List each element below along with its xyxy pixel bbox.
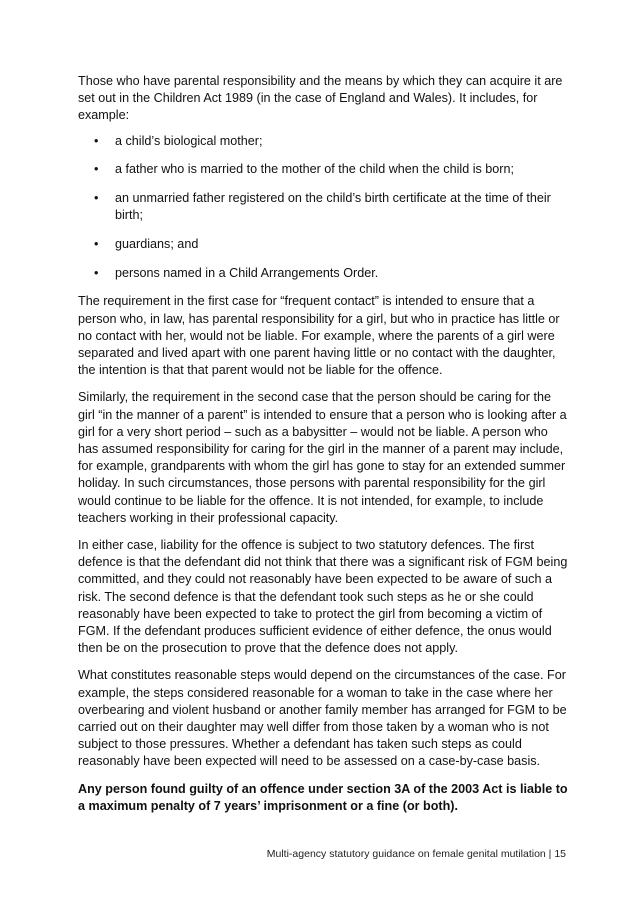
penalty-statement: Any person found guilty of an offence under section 3A of the 2003 Act is liable to a maximum penalty of 7 years’ imprisonment or a fine (or both). [78, 781, 568, 813]
parental-responsibility-list [78, 133, 568, 282]
list-item: • guardians; and [78, 236, 568, 253]
list-item: • a father who is married to the mother of the child when the child is born; [78, 161, 568, 178]
statutory-defences-paragraph: In either case, liability for the offence is subject to two statutory defences. The first defence is that the defendant did not think that there was a significant risk of FGM being committed, and they could not reasonably have been expected to be aware of such a risk. The second defence is that the defendant took such steps as he or she could reasonably have been expected to take to protect the girl from becoming a victim of FGM. If the defendant produces sufficient evidence of either defence, the onus would then be on the prosecution to prove that the defence does not apply. [78, 537, 568, 656]
list-item: • a child’s biological mother; [78, 133, 568, 150]
list-item: • an unmarried father registered on the child’s birth certificate at the time of their birth; [78, 190, 568, 224]
list-item: • persons named in a Child Arrangements Order. [78, 265, 568, 282]
intro-paragraph: Those who have parental responsibility and the means by which they can acquire it are set out in the Children Act 1989 (in the case of England and Wales). It includes, for example: [78, 74, 563, 123]
reasonable-steps-paragraph: What constitutes reasonable steps would depend on the circumstances of the case. For example, the steps considered reasonable for a woman to take in the case where her overbearing and violent husband or another family member has arranged for FGM to be carried out on their daughter may well differ from those taken by a woman who is not subject to those pressures. Whether a defendant has taken such steps as could reasonably have been expected will need to be assessed on a case-by-case basis. [78, 668, 567, 769]
manner-of-parent-paragraph: Similarly, the requirement in the second case that the person should be caring for the girl “in the manner of a parent” is intended to ensure that a person who is looking after a girl for a very short period – such as a babysitter – would not be liable. A person who has assumed responsibility for caring for the girl in the manner of a parent may include, for example, grandparents with whom the girl has gone to stay for an extended summer holiday. In such circumstances, those persons with parental responsibility for the girl would continue to be liable for the offence. It is not intended, for example, to include teachers working in their professional capacity. [78, 390, 567, 525]
page-body [78, 73, 568, 825]
page-footer: Multi-agency statutory guidance on female genital mutilation | 15 [266, 848, 566, 860]
frequent-contact-paragraph: The requirement in the first case for “frequent contact” is intended to ensure that a person who, in law, has parental responsibility for a girl, but who in practice has little or no contact with her, would not be liable. For example, where the parents of a girl were separated and lived apart with one parent having little or no contact with the daughter, the intention is that that parent would not be liable for the offence. [78, 294, 560, 378]
